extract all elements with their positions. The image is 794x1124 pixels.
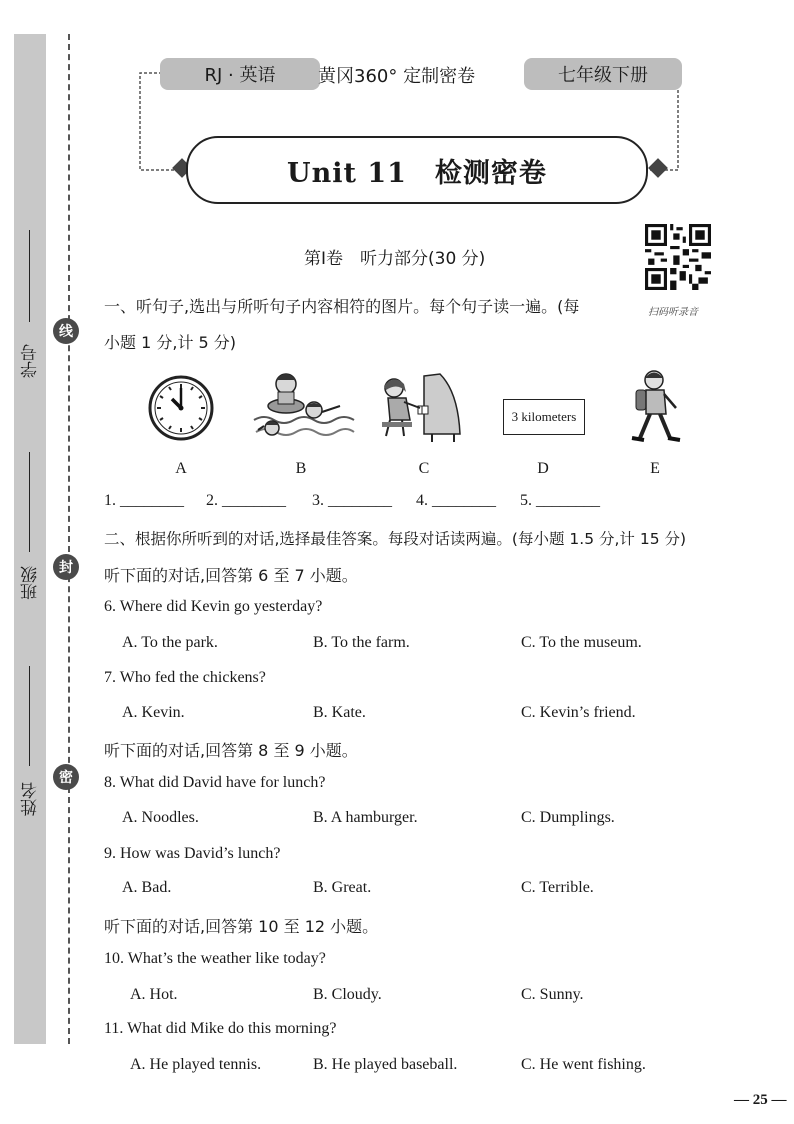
group-instruction-2: 听下面的对话,回答第 8 至 9 小题。 [104, 741, 358, 760]
distance-sign-icon [503, 399, 585, 435]
question-6-option-b[interactable]: B. To the farm. [313, 634, 410, 651]
name-line [29, 666, 30, 766]
question-10-option-b[interactable]: B. Cloudy. [313, 986, 382, 1003]
picture-letter-a: A [175, 460, 187, 477]
qr-code-icon[interactable] [645, 224, 711, 290]
answer-blank-4[interactable]: 4. ________ [416, 492, 496, 509]
question-8-option-c[interactable]: C. Dumplings. [521, 809, 615, 826]
seal-line-badge: 线 [53, 318, 79, 344]
walking-boy-icon [624, 368, 690, 448]
class-label: 班级 [21, 566, 41, 600]
seal-seal-badge: 封 [53, 554, 79, 580]
page-number: — 25 — [734, 1092, 787, 1108]
student-id-line [29, 230, 30, 322]
question-7-option-a[interactable]: A. Kevin. [122, 704, 185, 721]
question-9-option-b[interactable]: B. Great. [313, 879, 372, 896]
question-11: 11. What did Mike do this morning? [104, 1020, 337, 1037]
picture-letter-b: B [295, 460, 307, 477]
subject-pill: RJ · 英语 [160, 58, 320, 90]
grade-pill: 七年级下册 [524, 58, 682, 90]
answer-blank-2[interactable]: 2. ________ [206, 492, 286, 509]
answer-blank-5[interactable]: 5. ________ [520, 492, 600, 509]
picture-letter-d: D [537, 460, 549, 477]
distance-sign-text: 3 kilometers [511, 409, 577, 424]
section1-instruction-line1: 一、听句子,选出与所听句子内容相符的图片。每个句子读一遍。(每 [104, 297, 580, 316]
picture-letter-e: E [650, 460, 660, 477]
piano-player-icon [378, 372, 462, 444]
qr-caption: 扫码听录音 [648, 307, 698, 318]
clock-icon [148, 372, 214, 444]
question-11-option-c[interactable]: C. He went fishing. [521, 1056, 646, 1073]
question-6-option-c[interactable]: C. To the museum. [521, 634, 642, 651]
question-9-option-a[interactable]: A. Bad. [122, 879, 172, 896]
question-7-option-b[interactable]: B. Kate. [313, 704, 366, 721]
group-instruction-3: 听下面的对话,回答第 10 至 12 小题。 [104, 917, 379, 936]
question-10-option-c[interactable]: C. Sunny. [521, 986, 584, 1003]
question-8: 8. What did David have for lunch? [104, 774, 326, 791]
swimming-kids-icon [250, 370, 356, 446]
name-label: 姓名 [21, 782, 41, 816]
student-id-label: 学号 [21, 344, 41, 378]
section2-instruction: 二、根据你所听到的对话,选择最佳答案。每段对话读两遍。(每小题 1.5 分,计 15 分) [104, 530, 687, 548]
question-11-option-a[interactable]: A. He played tennis. [130, 1056, 262, 1073]
question-6: 6. Where did Kevin go yesterday? [104, 598, 323, 615]
series-title: 黄冈360° 定制密卷 [318, 66, 476, 87]
answer-blank-1[interactable]: 1. ________ [104, 492, 184, 509]
question-7-option-c[interactable]: C. Kevin’s friend. [521, 704, 636, 721]
question-8-option-b[interactable]: B. A hamburger. [313, 809, 418, 826]
unit-title: Unit 11 检测密卷 [287, 157, 547, 189]
group-instruction-1: 听下面的对话,回答第 6 至 7 小题。 [104, 566, 358, 585]
part-title: 第Ⅰ卷 听力部分(30 分) [304, 249, 486, 269]
question-9: 9. How was David’s lunch? [104, 845, 281, 862]
title-box [186, 136, 648, 204]
question-7: 7. Who fed the chickens? [104, 669, 266, 686]
question-6-option-a[interactable]: A. To the park. [122, 634, 218, 651]
binding-strip [14, 34, 46, 1044]
question-11-option-b[interactable]: B. He played baseball. [313, 1056, 458, 1073]
question-10-option-a[interactable]: A. Hot. [130, 986, 178, 1003]
question-10: 10. What’s the weather like today? [104, 950, 326, 967]
seal-secret-badge: 密 [53, 764, 79, 790]
class-line [29, 452, 30, 552]
answer-blank-3[interactable]: 3. ________ [312, 492, 392, 509]
section1-instruction-line2: 小题 1 分,计 5 分) [104, 333, 237, 352]
question-8-option-a[interactable]: A. Noodles. [122, 809, 199, 826]
binding-dashed-line [68, 34, 70, 1044]
picture-letter-c: C [418, 460, 430, 477]
question-9-option-c[interactable]: C. Terrible. [521, 879, 594, 896]
